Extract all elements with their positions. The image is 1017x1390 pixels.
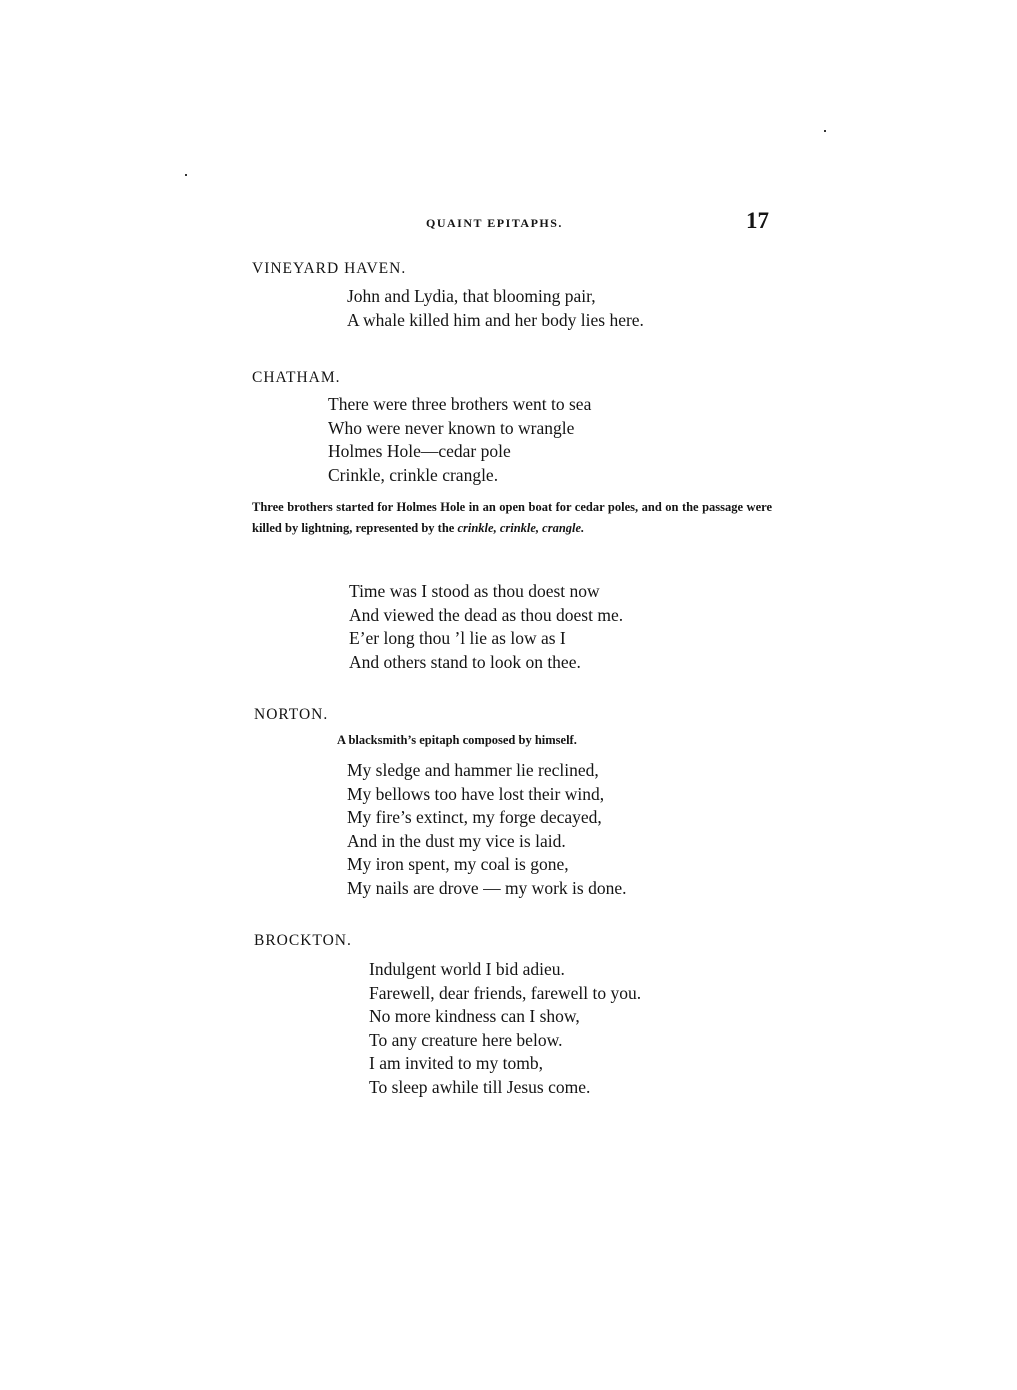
verse-line: To any creature here below. <box>369 1029 563 1050</box>
verse-line: Farewell, dear friends, farewell to you. <box>369 982 642 1003</box>
running-title: QUAINT EPITAPHS. <box>426 216 563 230</box>
verse-line: To sleep awhile till Jesus come. <box>369 1076 591 1097</box>
verse-line: My iron spent, my coal is gone, <box>347 854 569 875</box>
scan-speck <box>185 174 187 176</box>
verse-line: Time was I stood as thou doest now <box>349 581 600 601</box>
epitaph-brockton <box>369 958 641 1100</box>
verse-line: My bellows too have lost their wind, <box>347 783 605 804</box>
norton-subnote: A blacksmith’s epitaph composed by himself. <box>337 733 577 747</box>
note-text: Three brothers started for Holmes Hole in an open boat for cedar poles, and on the passage were killed by lightning, represented by the <box>252 500 772 535</box>
verse-line: Crinkle, crinkle crangle. <box>328 464 499 485</box>
place-heading-norton: NORTON. <box>254 706 329 723</box>
verse-line: There were three brothers went to sea <box>328 394 592 414</box>
verse-line: A whale killed him and her body lies here. <box>347 309 644 330</box>
verse-line: No more kindness can I show, <box>369 1006 580 1027</box>
verse-line: And others stand to look on thee. <box>349 651 581 672</box>
chatham-explanatory-note <box>252 497 772 538</box>
page-number: 17 <box>746 208 769 233</box>
epitaph-norton <box>347 759 626 901</box>
verse-line: My fire’s extinct, my forge decayed, <box>347 807 602 828</box>
place-heading-chatham: CHATHAM. <box>252 369 341 386</box>
verse-line: I am invited to my tomb, <box>369 1053 544 1074</box>
verse-line: Indulgent world I bid adieu. <box>369 959 565 979</box>
verse-line: My sledge and hammer lie reclined, <box>347 760 599 780</box>
verse-line: Who were never known to wrangle <box>328 417 575 438</box>
epitaph-untitled <box>349 580 623 674</box>
epitaph-chatham <box>328 393 591 487</box>
verse-line: And viewed the dead as thou doest me. <box>349 604 624 625</box>
verse-line: Holmes Hole—cedar pole <box>328 441 511 462</box>
note-italic: crinkle, crinkle, crangle. <box>457 520 585 535</box>
verse-line: John and Lydia, that blooming pair, <box>347 286 596 306</box>
verse-line: And in the dust my vice is laid. <box>347 830 566 851</box>
verse-line: My nails are drove — my work is done. <box>347 877 627 898</box>
scan-speck <box>824 130 826 132</box>
epitaph-vineyard-haven <box>347 285 644 332</box>
verse-line: E’er long thou ’l lie as low as I <box>349 628 566 649</box>
place-heading-vineyard-haven: VINEYARD HAVEN. <box>252 260 407 277</box>
place-heading-brockton: BROCKTON. <box>254 932 352 949</box>
